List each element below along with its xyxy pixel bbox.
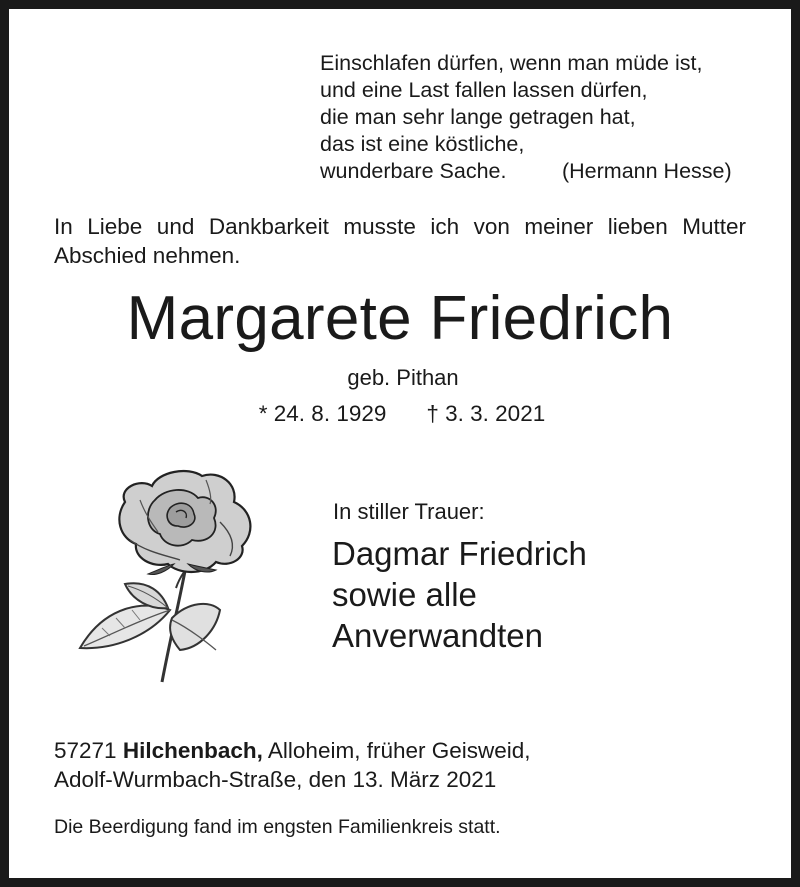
- poem-attribution: (Hermann Hesse): [562, 159, 732, 183]
- mourner-line: Dagmar Friedrich: [332, 535, 587, 572]
- mourner-line: sowie alle: [332, 576, 477, 613]
- rose-icon: [70, 460, 270, 685]
- poem-line: die man sehr lange getragen hat,: [320, 105, 636, 129]
- birth-name: geb. Pithan: [347, 365, 459, 390]
- address-block: [54, 736, 531, 794]
- poem-line: und eine Last fallen lassen dürfen,: [320, 78, 648, 102]
- poem-line: wunderbare Sache.: [320, 159, 507, 183]
- address-detail: Alloheim, früher Geisweid,: [267, 738, 531, 763]
- life-dates: [0, 400, 800, 428]
- poem-line: das ist eine köstliche,: [320, 132, 525, 156]
- address-line-1: [54, 736, 531, 765]
- deceased-name: Margarete Friedrich: [126, 284, 674, 353]
- death-date: † 3. 3. 2021: [426, 401, 546, 426]
- birth-date: * 24. 8. 1929: [258, 401, 387, 426]
- intro-text: In Liebe und Dankbarkeit musste ich von meiner lieben Mutter Abschied nehmen.: [54, 214, 746, 268]
- mourner-line: Anverwandten: [332, 617, 543, 654]
- postcode: 57271: [54, 738, 117, 763]
- town: Hilchenbach,: [122, 738, 263, 763]
- poem-line: Einschlafen dürfen, wenn man müde ist,: [320, 51, 703, 75]
- address-line-2: Adolf-Wurmbach-Straße, den 13. März 2021: [54, 767, 497, 792]
- funeral-note: Die Beerdigung fand im engsten Familienkreis statt.: [54, 816, 501, 838]
- mourners-list: [332, 533, 587, 656]
- mourning-label: In stiller Trauer:: [333, 499, 485, 524]
- poem: [320, 50, 732, 185]
